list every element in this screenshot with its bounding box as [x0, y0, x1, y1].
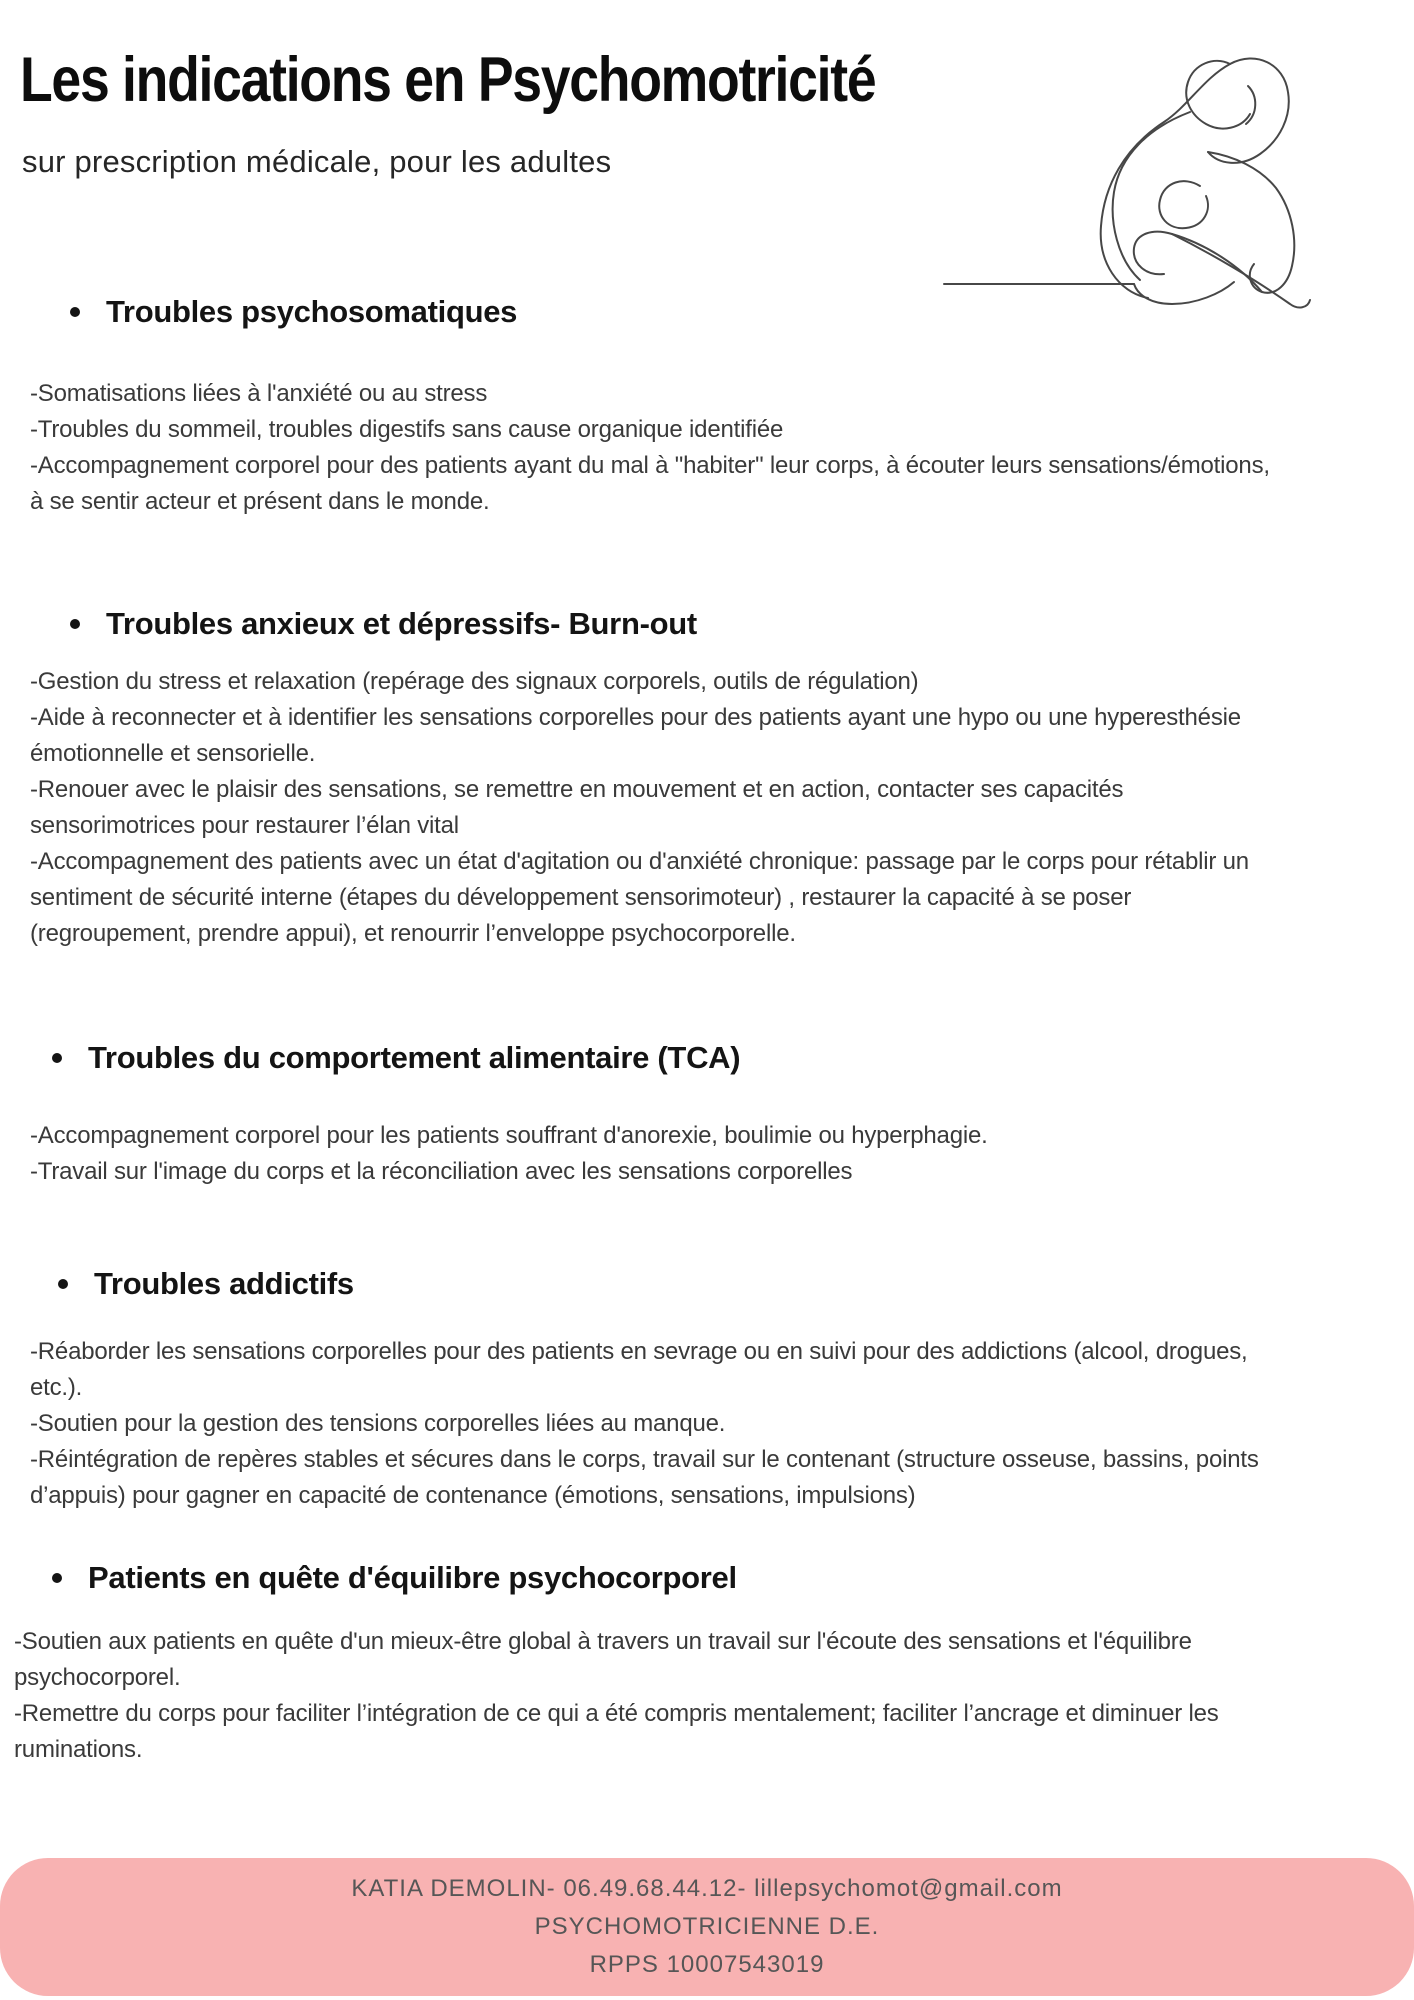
list-item: -Troubles du sommeil, troubles digestifs sans cause organique identifiée	[30, 416, 784, 443]
list-item: -Accompagnement corporel pour les patients souffrant d'anorexie, boulimie ou hyperphagie.	[30, 1122, 988, 1149]
section-body	[0, 1334, 1270, 1514]
section-heading	[0, 604, 1414, 644]
list-item: -Travail sur l'image du corps et la réconciliation avec les sensations corporelles	[30, 1158, 853, 1185]
bullet-dot-icon	[70, 619, 80, 629]
section-heading	[0, 1558, 1414, 1598]
list-item: -Accompagnement corporel pour des patients ayant du mal à "habiter" leur corps, à écouter leurs sensations/émotions, à se sentir acteur et présent dans le monde.	[30, 452, 1270, 515]
section-heading-label: Troubles du comportement alimentaire (TCA)	[88, 1040, 741, 1075]
list-item: -Accompagnement des patients avec un état d'agitation ou d'anxiété chronique: passage par le corps pour rétablir un sentiment de sécurité interne (étapes du développement sensorimoteur) , restaurer la capacité à se poser (regroupement, prendre appui), et renourrir l’enveloppe psychocorporelle.	[30, 848, 1249, 947]
page-title: Les indications en Psychomotricité	[20, 45, 876, 115]
section-patients-equilibre-psychocorporel	[0, 1558, 1414, 1768]
list-item: -Soutien aux patients en quête d'un mieux-être global à travers un travail sur l'écoute des sensations et l'équilibre psychocorporel.	[14, 1628, 1192, 1691]
section-body	[0, 1118, 1270, 1190]
section-troubles-anxieux-depressifs	[0, 604, 1414, 952]
section-body	[0, 1624, 1254, 1768]
section-heading-label: Troubles anxieux et dépressifs- Burn-out	[106, 606, 697, 641]
bullet-dot-icon	[70, 307, 80, 317]
footer-profession-line: PSYCHOMOTRICIENNE D.E.	[534, 1913, 880, 1940]
section-body	[0, 376, 1270, 520]
bullet-dot-icon	[52, 1053, 62, 1063]
section-troubles-comportement-alimentaire	[0, 1038, 1414, 1190]
bullet-dot-icon	[58, 1279, 68, 1289]
list-item: -Réaborder les sensations corporelles pour des patients en sevrage ou en suivi pour des addictions (alcool, drogues, etc.).	[30, 1338, 1248, 1401]
section-heading-label: Troubles addictifs	[94, 1266, 354, 1301]
footer-contact-line: KATIA DEMOLIN- 06.49.68.44.12- lillepsychomot@gmail.com	[351, 1875, 1063, 1902]
list-item: -Renouer avec le plaisir des sensations, se remettre en mouvement et en action, contacter ses capacités sensorimotrices pour restaurer l’élan vital	[30, 776, 1124, 839]
seated-person-line-art-illustration	[938, 16, 1338, 316]
list-item: -Gestion du stress et relaxation (repérage des signaux corporels, outils de régulation)	[30, 668, 919, 695]
list-item: -Réintégration de repères stables et sécures dans le corps, travail sur le contenant (structure osseuse, bassins, points d’appuis) pour gagner en capacité de contenance (émotions, sensations, impulsions)	[30, 1446, 1259, 1509]
list-item: -Somatisations liées à l'anxiété ou au stress	[30, 380, 488, 407]
section-troubles-addictifs	[0, 1264, 1414, 1514]
section-heading-label: Troubles psychosomatiques	[106, 294, 518, 329]
section-body	[0, 664, 1270, 952]
section-heading	[0, 292, 1414, 332]
section-heading	[0, 1264, 1414, 1304]
list-item: -Aide à reconnecter et à identifier les sensations corporelles pour des patients ayant une hypo ou une hyperesthésie émotionnelle et sensorielle.	[30, 704, 1241, 767]
page-subtitle: sur prescription médicale, pour les adultes	[22, 144, 612, 179]
section-heading-label: Patients en quête d'équilibre psychocorporel	[88, 1560, 737, 1595]
sections-content	[0, 292, 1414, 1768]
section-troubles-psychosomatiques	[0, 292, 1414, 520]
bullet-dot-icon	[52, 1573, 62, 1583]
list-item: -Soutien pour la gestion des tensions corporelles liées au manque.	[30, 1410, 726, 1437]
list-item: -Remettre du corps pour faciliter l’intégration de ce qui a été compris mentalement; faciliter l’ancrage et diminuer les ruminations.	[14, 1700, 1219, 1763]
section-heading	[0, 1038, 1414, 1078]
footer-contact-bar	[0, 1858, 1414, 1996]
footer-rpps-line: RPPS 10007543019	[589, 1951, 825, 1978]
